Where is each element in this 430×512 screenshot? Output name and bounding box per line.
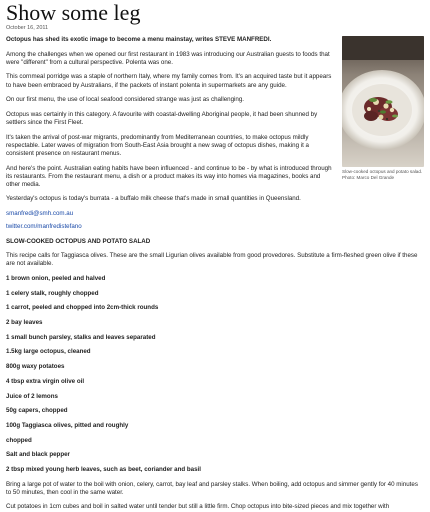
ingredient-item: 50g capers, chopped [6, 407, 68, 415]
ingredient-item: Juice of 2 lemons [6, 392, 58, 400]
author-twitter-link[interactable]: twitter.com/manfredistefano [6, 222, 82, 230]
article-lead: Octopus has shed its exotic image to become a menu mainstay, writes STEVE MANFREDI. [6, 36, 272, 43]
ingredient-item: chopped [6, 436, 32, 444]
article-paragraph: On our first menu, the use of local seafood considered strange was just as challenging. [6, 96, 245, 104]
article-paragraph: Among the challenges when we opened our first restaurant in 1983 was introducing our Australian guests to foods that were "different" from a cultural perspective. Polenta was one. [6, 50, 330, 66]
ingredient-item: 1 carrot, peeled and chopped into 2cm-thick rounds [6, 304, 159, 312]
ingredient-list [6, 275, 424, 474]
article-paragraph: And here's the point. Australian eating habits have been influenced - and continue to be - by what is introduced through its restaurants. From the restaurant menu, a dish or a product makes its way into homes via magazines, books and other media. [6, 164, 332, 188]
ingredient-item: 1 brown onion, peeled and halved [6, 275, 106, 282]
author-email-link[interactable]: smanfredi@smh.com.au [6, 210, 74, 218]
photo-caption: Slow-cooked octopus and potato salad. Photo: Marco Del Grande [342, 169, 423, 180]
recipe-intro: This recipe calls for Taggiasca olives. These are the small Ligurian olives available from good provedores. Substitute a firm-fleshed green olive if these are not available. [6, 252, 418, 268]
article-paragraph: This cornmeal porridge was a staple of northern Italy, where my family comes from. It's an acquired taste but it appears to have been embraced by Australians, if the packets of instant polenta in supermarkets are any guide. [6, 73, 332, 89]
article-paragraph: Octopus was certainly in this category. A favourite with coastal-dwelling Aboriginal people, it had been shunned by settlers since the First Fleet. [6, 110, 318, 127]
method-step: Cut potatoes in 1cm cubes and boil in salted water until tender but still a little firm. Chop octopus into bite-sized pieces and mix together with [6, 503, 390, 511]
article-paragraph: Yesterday's octopus is today's burrata - a buffalo milk cheese that's made in small quantities in Queensland. [6, 195, 301, 203]
ingredient-item: 4 tbsp extra virgin olive oil [6, 377, 85, 385]
octopus-salad-photo [342, 36, 424, 167]
ingredient-item: 800g waxy potatoes [6, 363, 65, 371]
article-title: Show some leg [6, 0, 141, 25]
ingredient-item: Salt and black pepper [6, 451, 70, 459]
recipe-title: SLOW-COOKED OCTOPUS AND POTATO SALAD [6, 237, 151, 245]
article-paragraph: It's taken the arrival of post-war migrants, predominantly from Mediterranean countries, to make octopus mildly respectable. Later waves of migration from South-East Asia brought a new swag of octopus dishes, making it a consistent presence on restaurant menus. [6, 133, 310, 157]
photo-figure [342, 36, 424, 181]
ingredient-item: 100g Taggiasca olives, pitted and roughly [6, 421, 129, 429]
article-date: October 16, 2011 [6, 25, 49, 31]
ingredient-item: 2 bay leaves [6, 319, 43, 327]
ingredient-item: 1 small bunch parsley, stalks and leaves separated [6, 333, 156, 341]
ingredient-item: 1.5kg large octopus, cleaned [6, 348, 91, 356]
ingredient-item: 2 tbsp mixed young herb leaves, such as beet, coriander and basil [6, 465, 201, 473]
method-step: Bring a large pot of water to the boil with onion, celery, carrot, bay leaf and parsley stalks. When boiling, add octopus and simmer gently for 40 minutes to 50 minutes, then cool in the same water. [6, 480, 418, 496]
ingredient-item: 1 celery stalk, roughly chopped [6, 289, 99, 297]
